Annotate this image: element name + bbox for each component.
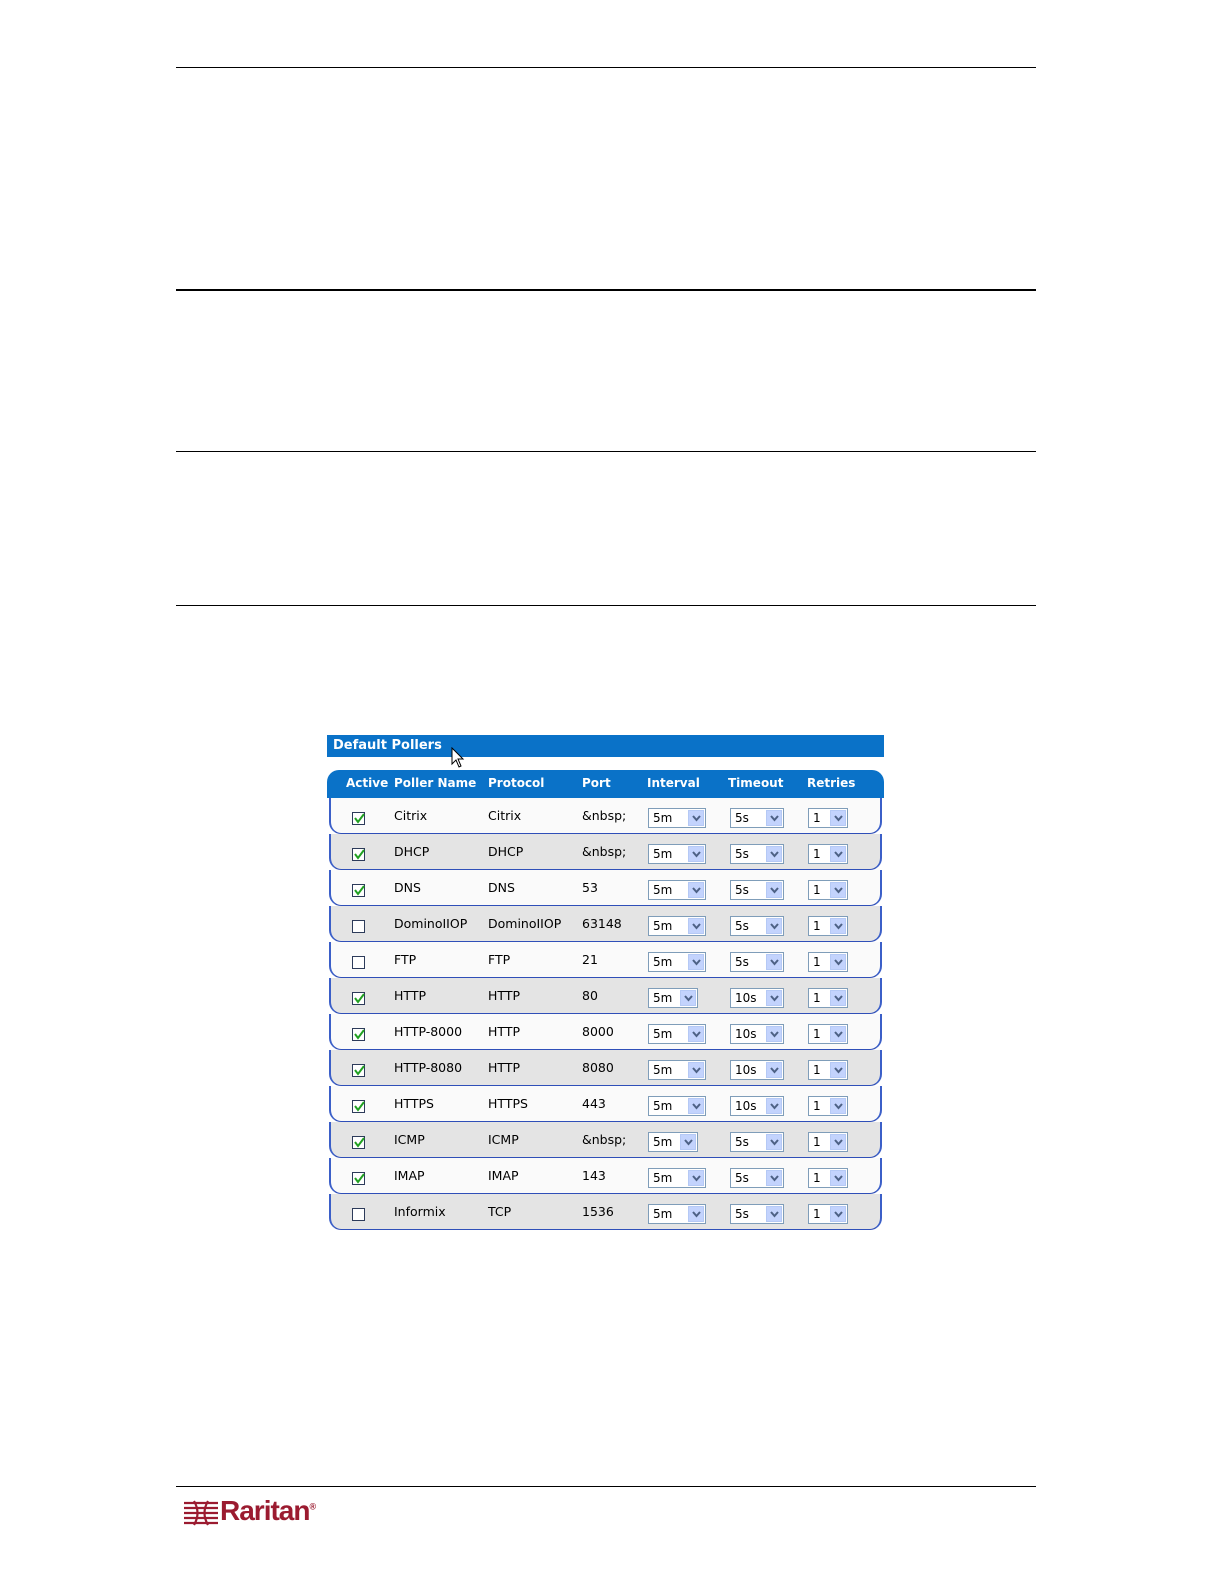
chevron-down-icon [834, 815, 843, 822]
timeout-select[interactable] [730, 1024, 784, 1044]
timeout-select-value: 5s [735, 847, 749, 861]
retries-select[interactable] [808, 916, 848, 936]
interval-select[interactable] [648, 1168, 706, 1188]
retries-select[interactable] [808, 1060, 848, 1080]
checkmark-icon [353, 1064, 366, 1077]
poller-row [329, 1014, 882, 1050]
poller-name-cell: HTTP-8080 [394, 1060, 463, 1075]
protocol-cell: DominoIIOP [488, 916, 562, 931]
active-checkbox[interactable] [352, 1136, 365, 1149]
retries-select-value: 1 [813, 811, 821, 825]
retries-select-value: 1 [813, 1171, 821, 1185]
dropdown-arrow-icon[interactable] [766, 1134, 782, 1150]
poller-row [329, 1050, 882, 1086]
active-checkbox[interactable] [352, 884, 365, 897]
chevron-down-icon [692, 815, 701, 822]
timeout-select-value: 5s [735, 811, 749, 825]
interval-select[interactable] [648, 1132, 698, 1152]
port-cell: 8080 [582, 1060, 614, 1075]
active-checkbox[interactable] [352, 1208, 365, 1221]
retries-select[interactable] [808, 1204, 848, 1224]
chevron-down-icon [692, 887, 701, 894]
chevron-down-icon [834, 887, 843, 894]
interval-select[interactable] [648, 1060, 706, 1080]
dropdown-arrow-icon[interactable] [830, 1134, 846, 1150]
interval-select[interactable] [648, 1096, 706, 1116]
interval-select[interactable] [648, 880, 706, 900]
retries-select-value: 1 [813, 847, 821, 861]
timeout-select[interactable] [730, 916, 784, 936]
interval-select[interactable] [648, 952, 706, 972]
dropdown-arrow-icon[interactable] [766, 1206, 782, 1222]
checkmark-icon [353, 1172, 366, 1185]
timeout-select-value: 10s [735, 1027, 757, 1041]
dropdown-arrow-icon[interactable] [830, 990, 846, 1006]
timeout-select-value: 5s [735, 955, 749, 969]
timeout-select-value: 5s [735, 883, 749, 897]
protocol-cell: DNS [488, 880, 515, 895]
dropdown-arrow-icon[interactable] [830, 918, 846, 934]
retries-select[interactable] [808, 1024, 848, 1044]
dropdown-arrow-icon[interactable] [766, 1098, 782, 1114]
chevron-down-icon [834, 959, 843, 966]
chevron-down-icon [834, 1139, 843, 1146]
chevron-down-icon [692, 1031, 701, 1038]
chevron-down-icon [834, 923, 843, 930]
checkmark-icon [353, 1100, 366, 1113]
interval-select-value: 5m [653, 847, 673, 861]
interval-select[interactable] [648, 844, 706, 864]
dropdown-arrow-icon[interactable] [766, 846, 782, 862]
dropdown-arrow-icon[interactable] [688, 1062, 704, 1078]
chevron-down-icon [684, 995, 693, 1002]
retries-select-value: 1 [813, 1207, 821, 1221]
col-retries: Retries [807, 776, 856, 790]
col-port[interactable]: Port [582, 776, 611, 790]
active-checkbox[interactable] [352, 1028, 365, 1041]
dropdown-arrow-icon[interactable] [830, 810, 846, 826]
dropdown-arrow-icon[interactable] [830, 1062, 846, 1078]
dropdown-arrow-icon[interactable] [766, 990, 782, 1006]
port-cell: &nbsp; [582, 844, 627, 859]
poller-name-cell: DNS [394, 880, 421, 895]
dropdown-arrow-icon[interactable] [830, 954, 846, 970]
chevron-down-icon [770, 1103, 779, 1110]
raritan-logo [182, 1495, 322, 1531]
interval-select-value: 5m [653, 955, 673, 969]
retries-select-value: 1 [813, 919, 821, 933]
interval-select-value: 5m [653, 1171, 673, 1185]
dropdown-arrow-icon[interactable] [688, 882, 704, 898]
dropdown-arrow-icon[interactable] [766, 918, 782, 934]
timeout-select-value: 10s [735, 1063, 757, 1077]
retries-select[interactable] [808, 844, 848, 864]
protocol-cell: TCP [488, 1204, 512, 1219]
chevron-down-icon [834, 1211, 843, 1218]
retries-select-value: 1 [813, 955, 821, 969]
poller-row [329, 906, 882, 942]
chevron-down-icon [770, 1175, 779, 1182]
port-cell: 63148 [582, 916, 622, 931]
dropdown-arrow-icon[interactable] [688, 1170, 704, 1186]
protocol-cell: HTTP [488, 988, 520, 1003]
retries-select-value: 1 [813, 883, 821, 897]
dropdown-arrow-icon[interactable] [688, 846, 704, 862]
retries-select[interactable] [808, 988, 848, 1008]
interval-select-value: 5m [653, 1207, 673, 1221]
chevron-down-icon [770, 1211, 779, 1218]
table-header [327, 770, 884, 798]
timeout-select-value: 5s [735, 919, 749, 933]
timeout-select-value: 5s [735, 1207, 749, 1221]
poller-row [329, 1122, 882, 1158]
chevron-down-icon [770, 1139, 779, 1146]
col-poller-name[interactable]: Poller Name [394, 776, 477, 790]
chevron-down-icon [834, 851, 843, 858]
dropdown-arrow-icon[interactable] [680, 990, 696, 1006]
timeout-select[interactable] [730, 1096, 784, 1116]
poller-row [329, 798, 882, 834]
protocol-cell: FTP [488, 952, 511, 967]
chevron-down-icon [684, 1139, 693, 1146]
dropdown-arrow-icon[interactable] [830, 882, 846, 898]
poller-row [329, 1086, 882, 1122]
poller-row [329, 1158, 882, 1194]
timeout-select[interactable] [730, 1060, 784, 1080]
col-timeout: Timeout [728, 776, 784, 790]
port-cell: 143 [582, 1168, 606, 1183]
poller-name-cell: Citrix [394, 808, 428, 823]
dropdown-arrow-icon[interactable] [766, 1170, 782, 1186]
port-cell: 1536 [582, 1204, 614, 1219]
chevron-down-icon [770, 995, 779, 1002]
active-checkbox[interactable] [352, 812, 365, 825]
chevron-down-icon [770, 1031, 779, 1038]
chevron-down-icon [692, 1067, 701, 1074]
retries-select-value: 1 [813, 1099, 821, 1113]
dropdown-arrow-icon[interactable] [766, 882, 782, 898]
dropdown-arrow-icon[interactable] [766, 1062, 782, 1078]
port-cell: 80 [582, 988, 598, 1003]
port-cell: 443 [582, 1096, 606, 1111]
protocol-cell: HTTPS [488, 1096, 528, 1111]
section-divider-3 [176, 451, 1036, 452]
port-cell: &nbsp; [582, 1132, 627, 1147]
dropdown-arrow-icon[interactable] [688, 810, 704, 826]
chevron-down-icon [770, 887, 779, 894]
protocol-cell: Citrix [488, 808, 522, 823]
active-checkbox[interactable] [352, 956, 365, 969]
interval-select-value: 5m [653, 919, 673, 933]
checkmark-icon [353, 884, 366, 897]
interval-select[interactable] [648, 1024, 706, 1044]
dropdown-arrow-icon[interactable] [766, 1026, 782, 1042]
chevron-down-icon [770, 959, 779, 966]
interval-select-value: 5m [653, 991, 673, 1005]
panel-title: Default Pollers [333, 738, 442, 753]
dropdown-arrow-icon[interactable] [830, 846, 846, 862]
chevron-down-icon [770, 851, 779, 858]
dropdown-arrow-icon[interactable] [680, 1134, 696, 1150]
chevron-down-icon [770, 923, 779, 930]
dropdown-arrow-icon[interactable] [688, 1206, 704, 1222]
section-divider-1 [176, 67, 1036, 68]
col-interval: Interval [647, 776, 700, 790]
timeout-select-value: 5s [735, 1171, 749, 1185]
chevron-down-icon [692, 1211, 701, 1218]
interval-select-value: 5m [653, 1135, 673, 1149]
checkmark-icon [353, 1028, 366, 1041]
active-checkbox[interactable] [352, 920, 365, 933]
checkmark-icon [353, 992, 366, 1005]
retries-select[interactable] [808, 952, 848, 972]
footer-divider [176, 1486, 1036, 1487]
protocol-cell: HTTP [488, 1060, 520, 1075]
chevron-down-icon [692, 1103, 701, 1110]
timeout-select[interactable] [730, 952, 784, 972]
dropdown-arrow-icon[interactable] [830, 1206, 846, 1222]
retries-select[interactable] [808, 808, 848, 828]
col-protocol[interactable]: Protocol [488, 776, 545, 790]
dropdown-arrow-icon[interactable] [688, 1098, 704, 1114]
chevron-down-icon [834, 1103, 843, 1110]
panel-titlebar [327, 735, 884, 757]
protocol-cell: IMAP [488, 1168, 519, 1183]
retries-select[interactable] [808, 880, 848, 900]
retries-select-value: 1 [813, 1027, 821, 1041]
dropdown-arrow-icon[interactable] [766, 954, 782, 970]
timeout-select[interactable] [730, 1168, 784, 1188]
poller-name-cell: IMAP [394, 1168, 425, 1183]
timeout-select-value: 10s [735, 991, 757, 1005]
checkmark-icon [353, 1136, 366, 1149]
poller-name-cell: HTTPS [394, 1096, 434, 1111]
chevron-down-icon [834, 995, 843, 1002]
poller-row [329, 834, 882, 870]
dropdown-arrow-icon[interactable] [830, 1026, 846, 1042]
retries-select[interactable] [808, 1168, 848, 1188]
protocol-cell: DHCP [488, 844, 524, 859]
chevron-down-icon [692, 923, 701, 930]
dropdown-arrow-icon[interactable] [688, 918, 704, 934]
checkmark-icon [353, 812, 366, 825]
dropdown-arrow-icon[interactable] [688, 1026, 704, 1042]
timeout-select-value: 10s [735, 1099, 757, 1113]
timeout-select[interactable] [730, 1204, 784, 1224]
poller-row [329, 870, 882, 906]
chevron-down-icon [692, 851, 701, 858]
retries-select[interactable] [808, 1096, 848, 1116]
retries-select-value: 1 [813, 991, 821, 1005]
port-cell: 8000 [582, 1024, 614, 1039]
active-checkbox[interactable] [352, 1100, 365, 1113]
poller-row [329, 1194, 882, 1230]
timeout-select[interactable] [730, 1132, 784, 1152]
port-cell: 21 [582, 952, 598, 967]
poller-name-cell: ICMP [394, 1132, 425, 1147]
chevron-down-icon [692, 959, 701, 966]
raritan-wordmark: Raritan® [220, 1495, 316, 1526]
interval-select[interactable] [648, 916, 706, 936]
protocol-cell: ICMP [488, 1132, 519, 1147]
active-checkbox[interactable] [352, 848, 365, 861]
dropdown-arrow-icon[interactable] [830, 1170, 846, 1186]
chevron-down-icon [770, 1067, 779, 1074]
interval-select[interactable] [648, 808, 706, 828]
poller-name-cell: HTTP-8000 [394, 1024, 463, 1039]
default-pollers-panel [327, 735, 884, 1229]
poller-name-cell: FTP [394, 952, 417, 967]
interval-select-value: 5m [653, 1063, 673, 1077]
section-divider-4 [176, 605, 1036, 606]
retries-select-value: 1 [813, 1135, 821, 1149]
timeout-select-value: 5s [735, 1135, 749, 1149]
chevron-down-icon [692, 1175, 701, 1182]
interval-select-value: 5m [653, 811, 673, 825]
retries-select-value: 1 [813, 1063, 821, 1077]
chevron-down-icon [770, 815, 779, 822]
poller-name-cell: DominoIIOP [394, 916, 468, 931]
poller-name-cell: HTTP [394, 988, 426, 1003]
protocol-cell: HTTP [488, 1024, 520, 1039]
dropdown-arrow-icon[interactable] [688, 954, 704, 970]
timeout-select[interactable] [730, 880, 784, 900]
interval-select[interactable] [648, 988, 698, 1008]
active-checkbox[interactable] [352, 1064, 365, 1077]
chevron-down-icon [834, 1031, 843, 1038]
mouse-cursor-icon [451, 747, 465, 769]
retries-select[interactable] [808, 1132, 848, 1152]
chevron-down-icon [834, 1175, 843, 1182]
section-divider-2 [176, 289, 1036, 291]
port-cell: 53 [582, 880, 598, 895]
poller-name-cell: DHCP [394, 844, 430, 859]
interval-select-value: 5m [653, 1099, 673, 1113]
poller-name-cell: Informix [394, 1204, 446, 1219]
checkmark-icon [353, 848, 366, 861]
dropdown-arrow-icon[interactable] [766, 810, 782, 826]
poller-row [329, 942, 882, 978]
interval-select-value: 5m [653, 1027, 673, 1041]
active-checkbox[interactable] [352, 992, 365, 1005]
active-checkbox[interactable] [352, 1172, 365, 1185]
timeout-select[interactable] [730, 808, 784, 828]
chevron-down-icon [834, 1067, 843, 1074]
dropdown-arrow-icon[interactable] [830, 1098, 846, 1114]
poller-row [329, 978, 882, 1014]
col-active: Active [346, 776, 389, 790]
timeout-select[interactable] [730, 988, 784, 1008]
port-cell: &nbsp; [582, 808, 627, 823]
raritan-mark-icon [182, 1497, 220, 1527]
timeout-select[interactable] [730, 844, 784, 864]
interval-select-value: 5m [653, 883, 673, 897]
interval-select[interactable] [648, 1204, 706, 1224]
